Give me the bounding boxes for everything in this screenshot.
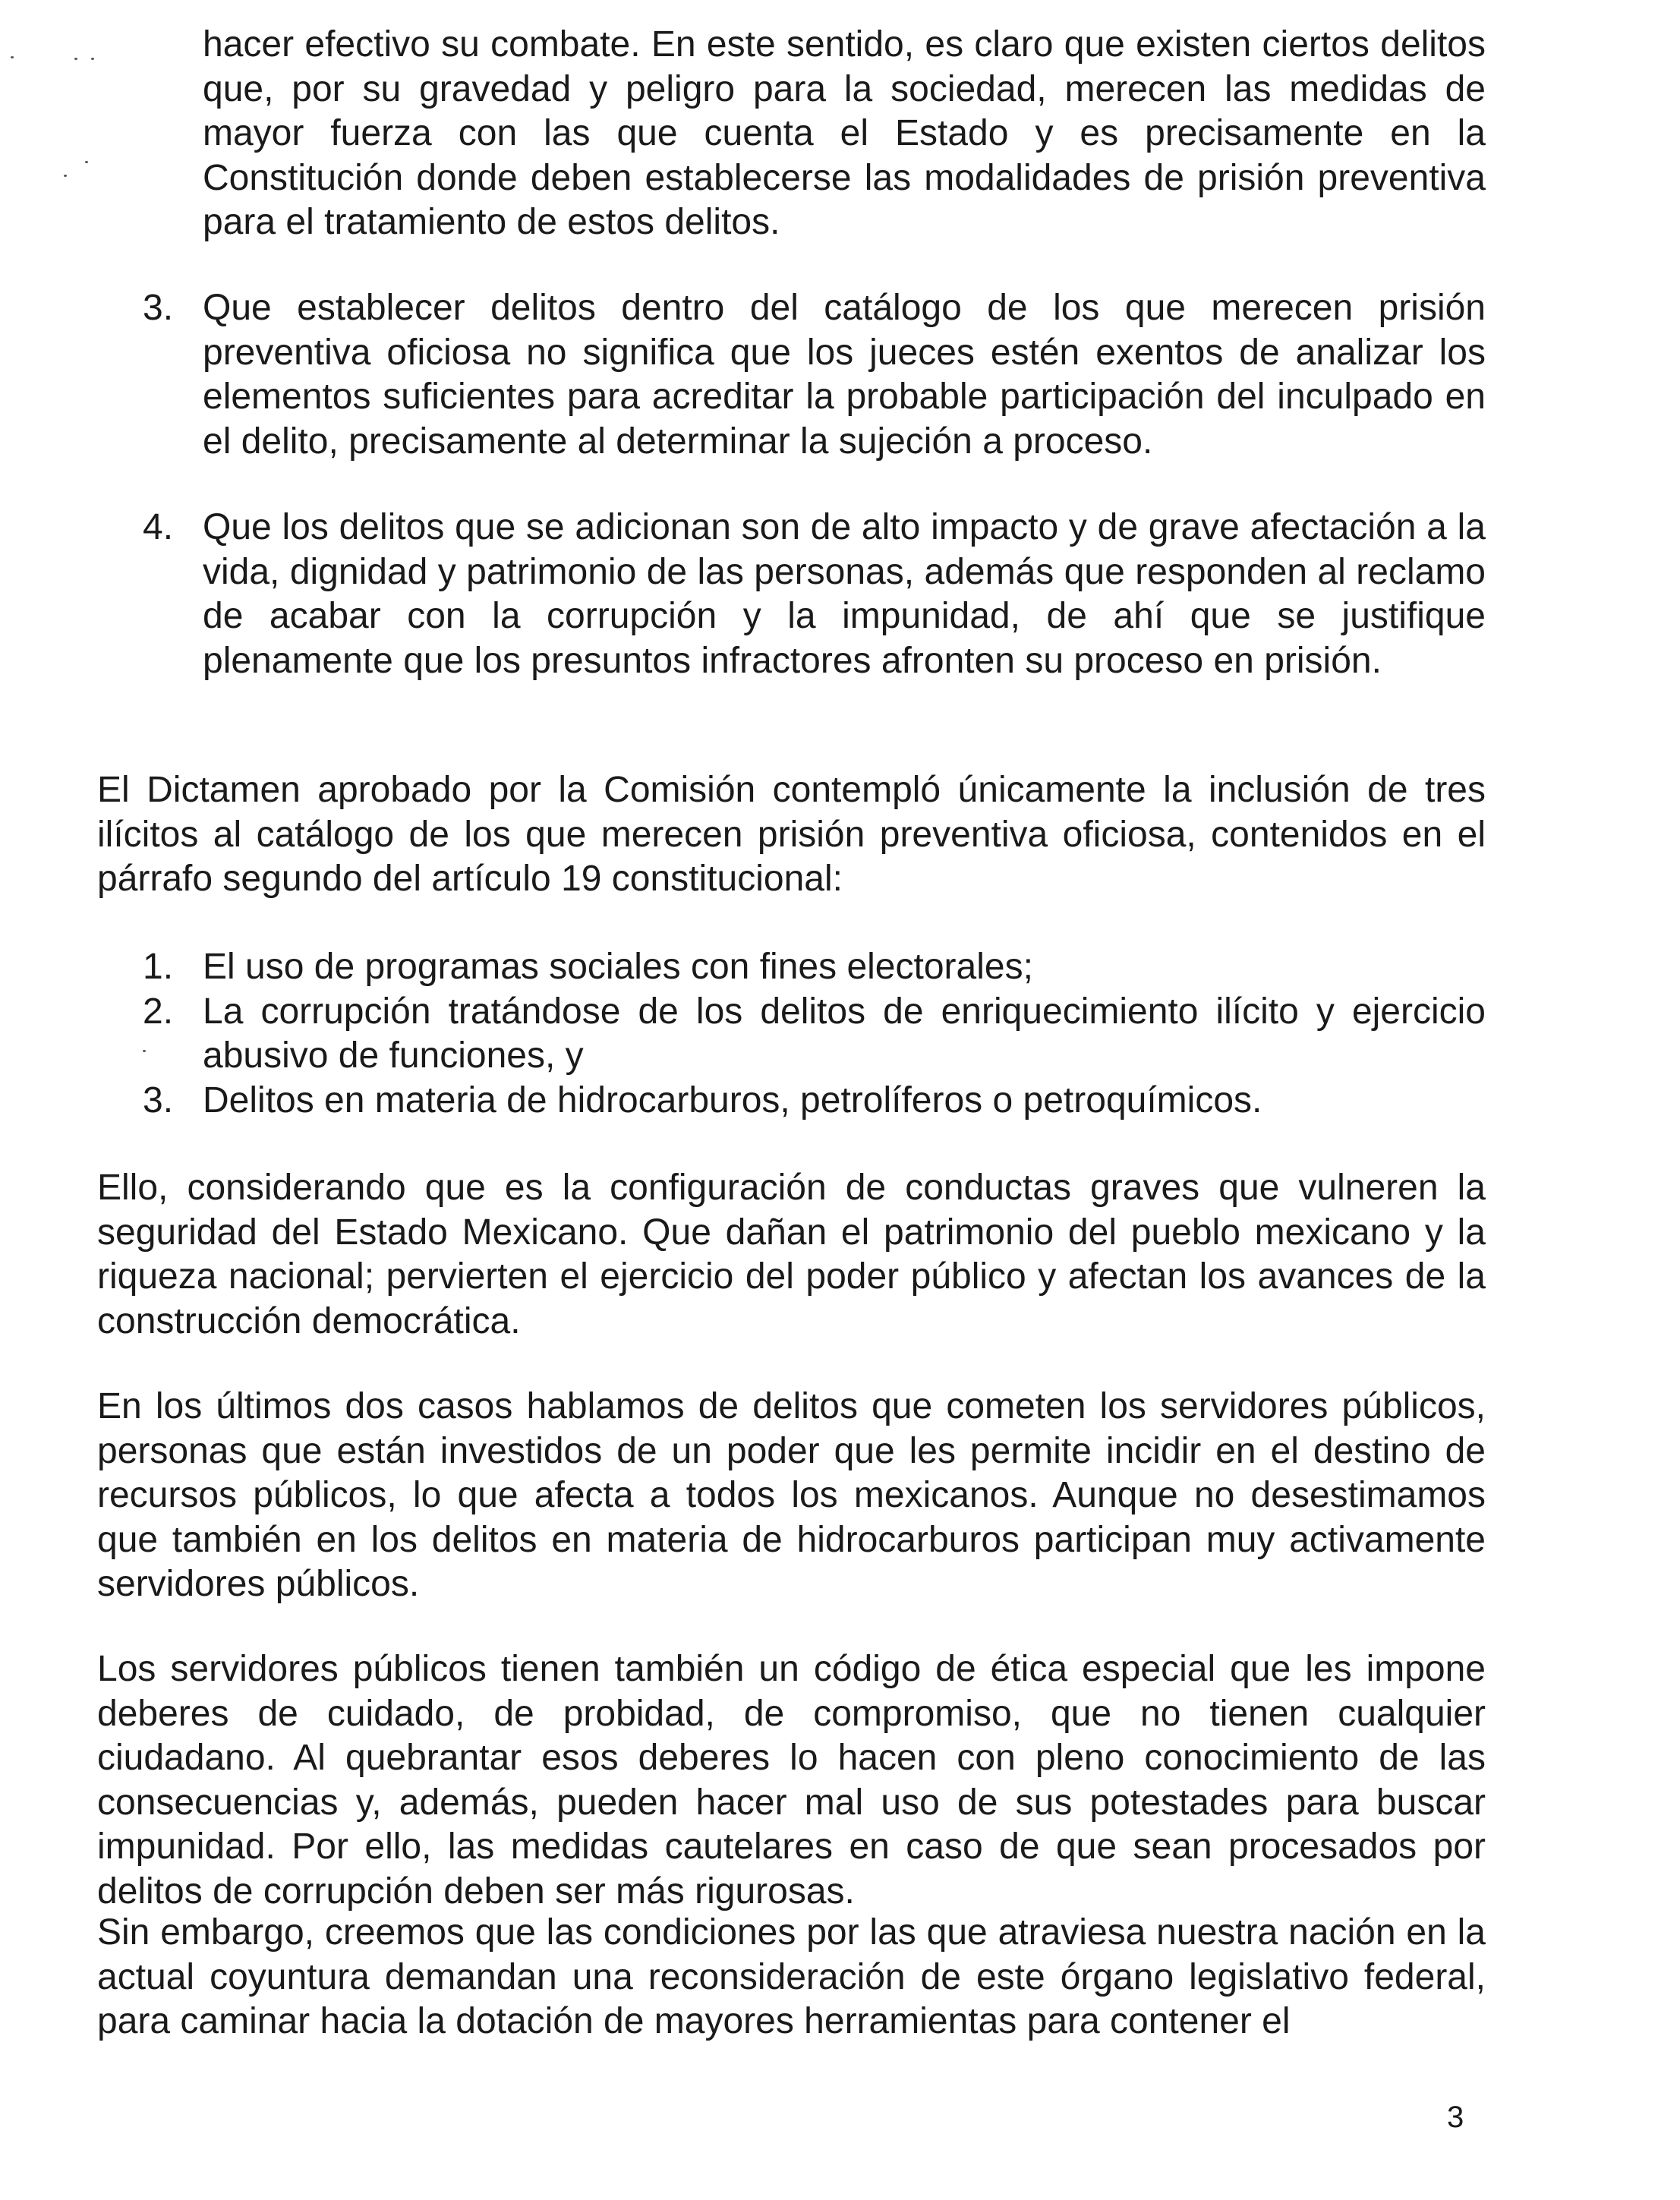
reason-number: 4. <box>143 507 174 547</box>
body-paragraph: Ello, considerando que es la configuración de conductas graves que vulneren la seguridad del Estado Mexicano. Que dañan el patrimonio del pueblo mexicano y la riqueza nacional; pervierten el ejercicio del poder público y afectan los avances de la construcción democrática. <box>97 1168 1486 1341</box>
list-item-text: El uso de programas sociales con fines electorales; <box>203 947 1033 987</box>
body-paragraph: En los últimos dos casos hablamos de delitos que cometen los servidores públicos, personas que están investidos de un poder que les permite incidir en el destino de recursos públicos, lo que afecta a todos los mexicanos. Aunque no desestimamos que también en los delitos en materia de hidrocarburos participan muy activamente servidores públicos. <box>97 1386 1486 1604</box>
reason-number: 3. <box>143 288 174 328</box>
dictamen-paragraph: El Dictamen aprobado por la Comisión contempló únicamente la inclusión de tres ilícitos al catálogo de los que merecen prisión preventiva oficiosa, contenidos en el párrafo segundo del artículo 19 constitucional: <box>97 770 1486 899</box>
list-item-text: Delitos en materia de hidrocarburos, petrolíferos o petroquímicos. <box>203 1080 1262 1120</box>
list-item <box>143 990 1486 1079</box>
scan-speck <box>64 175 67 177</box>
reason-text: Que los delitos que se adicionan son de alto impacto y de grave afectación a la vida, dignidad y patrimonio de las personas, además que responden al reclamo de acabar con la corrupción y la impunidad, de ahí que se justifique plenamente que los presuntos infractores afronten su proceso en prisión. <box>203 507 1486 681</box>
page-number: 3 <box>1447 2101 1464 2134</box>
delitos-list <box>143 945 1486 1123</box>
body-paragraph: Sin embargo, creemos que las condiciones por las que atraviesa nuestra nación en la actual coyuntura demandan una reconsideración de este órgano legislativo federal, para caminar hacia la dotación de mayores herramientas para contener el <box>97 1912 1486 2041</box>
list-item <box>143 1079 1486 1124</box>
scan-speck <box>11 56 14 58</box>
intro-paragraph: hacer efectivo su combate. En este sentido, es claro que existen ciertos delitos que, por su gravedad y peligro para la sociedad, merecen las medidas de mayor fuerza con las que cuenta el Estado y es precisamente en la Constitución donde deben establecerse las modalidades de prisión preventiva para el tratamiento de estos delitos. <box>203 24 1486 242</box>
scan-speck <box>85 161 88 163</box>
list-item-text: La corrupción tratándose de los delitos de enriquecimiento ilícito y ejercicio abusivo de funciones, y <box>203 991 1486 1076</box>
reason-text: Que establecer delitos dentro del catálogo de los que merecen prisión preventiva oficiosa no significa que los jueces estén exentos de analizar los elementos suficientes para acreditar la probable participación del inculpado en el delito, precisamente al determinar la sujeción a proceso. <box>203 288 1486 462</box>
list-item-number: 1. <box>143 947 174 987</box>
body-paragraph: Los servidores públicos tienen también un código de ética especial que les impone deberes de cuidado, de probidad, de compromiso, que no tienen cualquier ciudadano. Al quebrantar esos deberes lo hacen con pleno conocimiento de las consecuencias y, además, pueden hacer mal uso de sus potestades para buscar impunidad. Por ello, las medidas cautelares en caso de que sean procesados por delitos de corrupción deben ser más rigurosas. <box>97 1649 1486 1912</box>
list-item <box>143 945 1486 990</box>
scan-speck <box>91 58 94 60</box>
list-item-number: 3. <box>143 1080 174 1120</box>
reason-item <box>143 506 1486 683</box>
scan-speck <box>74 58 77 60</box>
reason-item <box>143 286 1486 464</box>
list-item-number: 2. <box>143 991 174 1032</box>
